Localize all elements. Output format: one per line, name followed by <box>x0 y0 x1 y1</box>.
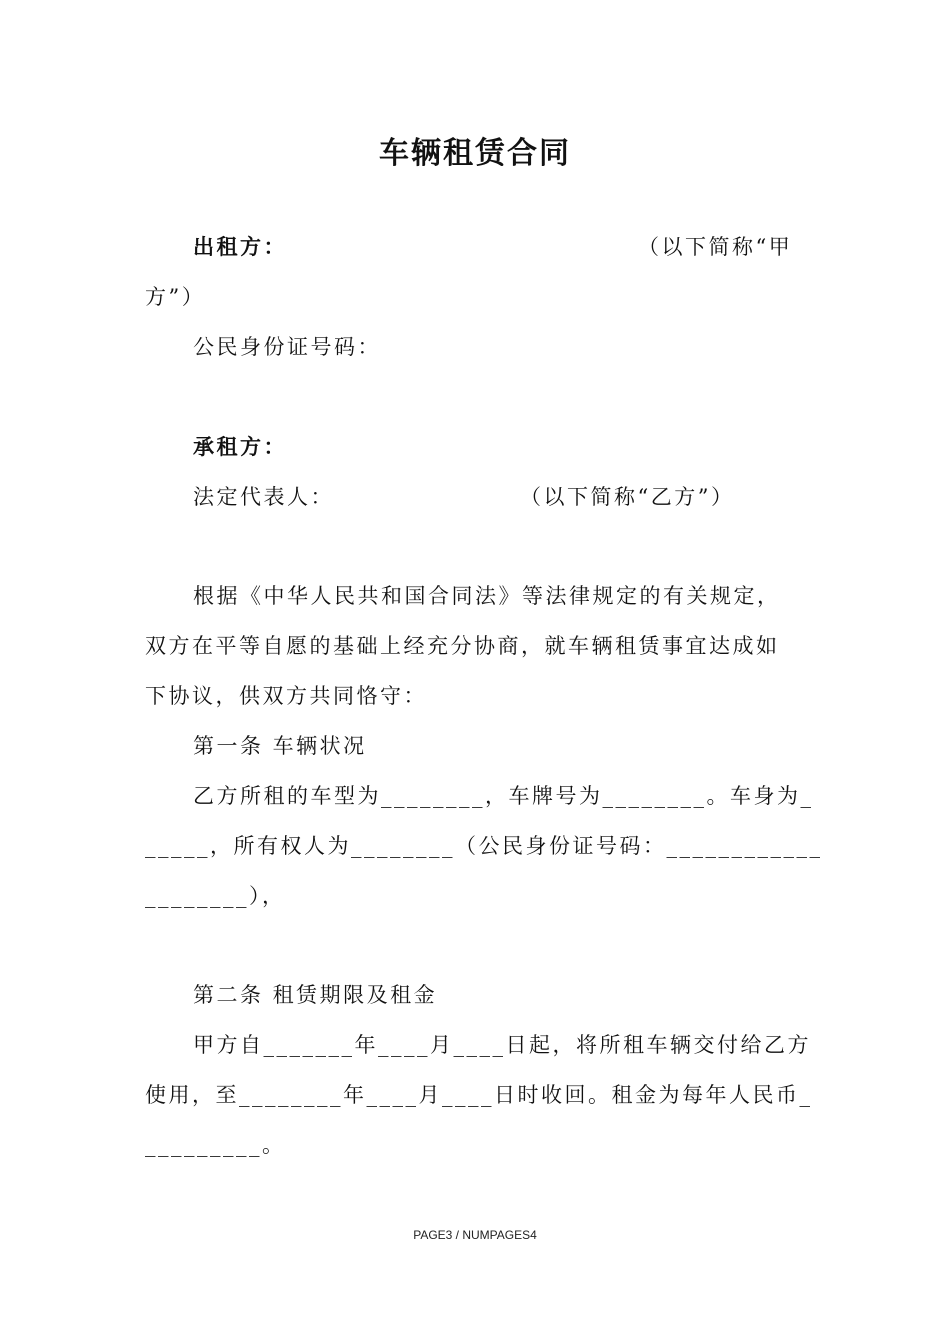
lessee-rep-label: 法定代表人： <box>193 485 334 509</box>
lessor-alias-line1: （以下简称“甲 <box>638 235 793 259</box>
lessee-label: 承租方： <box>193 434 287 459</box>
page-footer: PAGE3 / NUMPAGES4 <box>413 1228 537 1242</box>
article2-line-1: 甲方自_______年____月____日起，将所租车辆交付给乙方 <box>193 1033 811 1057</box>
article2-line-2: 使用，至________年____月____日时收回。租金为每年人民币_ <box>145 1083 813 1107</box>
article1-heading: 第一条 车辆状况 <box>193 734 367 758</box>
lessor-id-label: 公民身份证号码： <box>193 335 381 359</box>
article2-line-3: _________。 <box>145 1133 286 1157</box>
document-title: 车辆租赁合同 <box>379 136 571 171</box>
preamble-line-2: 双方在平等自愿的基础上经充分协商，就车辆租赁事宜达成如 <box>145 634 780 658</box>
article1-line-2: _____，所有权人为________（公民身份证号码：____________ <box>145 834 823 858</box>
lessor-label: 出租方： <box>193 234 287 259</box>
article1-line-1: 乙方所租的车型为________，车牌号为________。车身为_ <box>193 784 814 808</box>
preamble-line-1: 根据《中华人民共和国合同法》等法律规定的有关规定， <box>193 584 781 608</box>
article2-heading: 第二条 租赁期限及租金 <box>193 983 438 1007</box>
lessee-alias: （以下简称“乙方”） <box>520 485 735 509</box>
lessor-alias-line2: 方”） <box>145 285 206 309</box>
article1-line-3: ________）， <box>145 884 286 908</box>
preamble-line-3: 下协议，供双方共同恪守： <box>145 684 427 708</box>
